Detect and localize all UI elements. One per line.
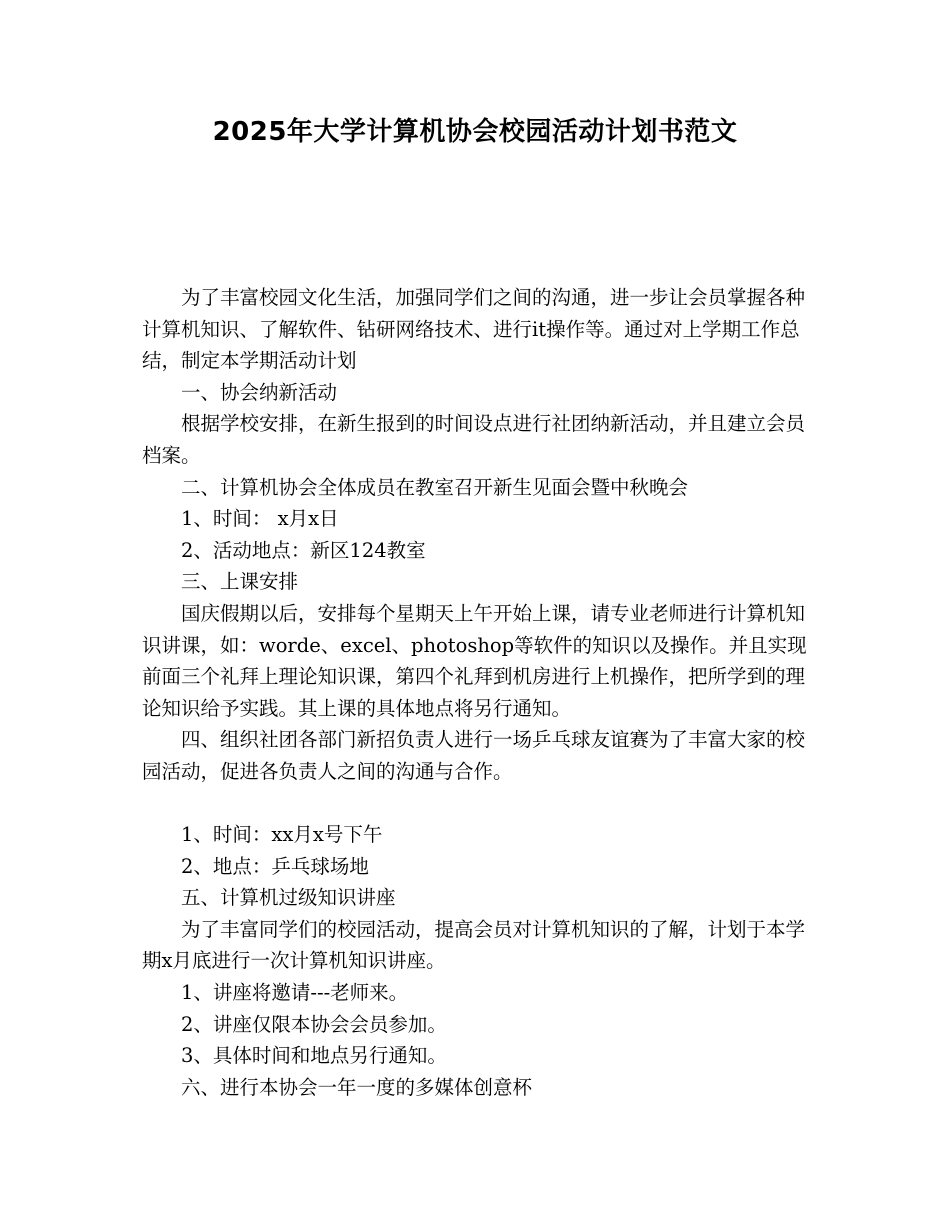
list-item: 3、具体时间和地点另行通知。 xyxy=(181,1044,447,1068)
paragraph-intro: 为了丰富校园文化生活，加强同学们之间的沟通，进一步让会员掌握各种计算机知识、了解软件、钻研网络技术、进行it操作等。通过对上学期工作总结，制定本学期活动计划 xyxy=(142,286,806,373)
list-item: 1、时间：xx月x号下午 xyxy=(181,823,383,847)
section-heading-3: 三、上课安排 xyxy=(181,570,299,594)
list-item: 1、讲座将邀请---老师来。 xyxy=(181,981,409,1005)
blank-line xyxy=(142,788,810,820)
section-heading-6: 六、进行本协会一年一度的多媒体创意杯 xyxy=(181,1075,533,1099)
paragraph: 为了丰富同学们的校园活动，提高会员对计算机知识的了解，计划于本学期x月底进行一次计算机知识讲座。 xyxy=(142,917,806,973)
list-item: 2、活动地点：新区124教室 xyxy=(181,538,426,562)
document-title: 2025年大学计算机协会校园活动计划书范文 xyxy=(212,117,738,147)
section-heading-5: 五、计算机过级知识讲座 xyxy=(181,886,396,910)
paragraph: 国庆假期以后，安排每个星期天上午开始上课，请专业老师进行计算机知识讲课，如：worde、excel、photoshop等软件的知识以及操作。并且实现前面三个礼拜上理论知识课，第四个礼拜到机房进行上机操作，把所学到的理论知识给予实践。其上课的具体地点将另行通知。 xyxy=(142,601,807,720)
list-item: 2、地点：乒乓球场地 xyxy=(181,854,369,878)
paragraph: 根据学校安排，在新生报到的时间设点进行社团纳新活动，并且建立会员档案。 xyxy=(142,412,806,467)
section-heading-4: 四、组织社团各部门新招负责人进行一场乒乓球友谊赛为了丰富大家的校园活动，促进各负责人之间的沟通与合作。 xyxy=(142,728,806,783)
list-item: 1、时间： x月x日 xyxy=(181,507,339,531)
document-body xyxy=(142,282,810,1103)
section-heading-1: 一、协会纳新活动 xyxy=(181,380,338,404)
section-heading-2: 二、计算机协会全体成员在教室召开新生见面会暨中秋晚会 xyxy=(181,475,689,499)
list-item: 2、讲座仅限本协会会员参加。 xyxy=(181,1012,447,1036)
